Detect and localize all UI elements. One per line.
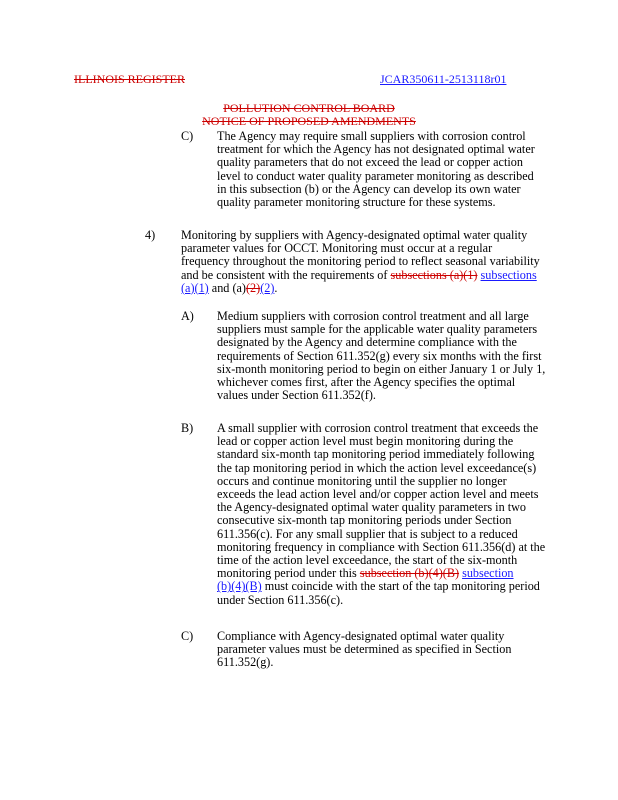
text-line: designated by the Agency and determine compliance with the — [217, 335, 517, 350]
item-b-text — [217, 422, 587, 607]
text-line: treatment for which the Agency has not designated optimal water — [217, 142, 535, 157]
text-line: the Agency-designated optimal water quality parameters in two — [217, 500, 526, 515]
text-line: under Section 611.356(c). — [217, 592, 344, 607]
text-segment: monitoring period under this — [217, 566, 360, 581]
text-line: requirements of Section 611.352(g) every six months with the first — [217, 348, 542, 363]
subsection-4-label: 4) — [145, 228, 156, 242]
inserted-text: (2) — [260, 280, 275, 295]
text-line: exceeds the lead action level and/or copper action level and meets — [217, 487, 539, 502]
text-line: quality parameters that do not exceed the lead or copper action — [217, 155, 523, 170]
item-c2-label: C) — [181, 629, 194, 643]
text-line: time of the action level exceedance, the start of the six-month — [217, 553, 518, 568]
text-line — [181, 282, 581, 295]
text-line: quality parameter monitoring structure for these systems. — [217, 195, 496, 210]
register-header: ILLINOIS REGISTER — [74, 72, 185, 86]
inserted-text: subsections — [480, 267, 537, 282]
jcar-code — [380, 73, 506, 86]
text-line — [217, 580, 587, 593]
deleted-text: subsections (a)(1) — [390, 267, 478, 282]
item-c1-text — [217, 130, 577, 209]
text-segment: and (a) — [208, 280, 246, 295]
text-line: values under Section 611.352(f). — [217, 388, 376, 403]
text-line: level to conduct water quality parameter monitoring as described — [217, 168, 534, 183]
deleted-text: (2) — [245, 280, 261, 295]
text-line: occurs and continue monitoring until the supplier no longer — [217, 473, 507, 488]
inserted-text: subsection — [462, 566, 514, 581]
text-line: Monitoring by suppliers with Agency-designated optimal water quality — [181, 228, 528, 242]
subsection-4-text — [181, 229, 581, 295]
text-segment: and be consistent with the requirements of — [181, 267, 388, 282]
text-line: 611.356(c). For any small supplier that is subject to a reduced — [217, 526, 518, 541]
text-segment: . — [274, 280, 278, 295]
inserted-text: (a)(1) — [181, 280, 209, 295]
notice-title: NOTICE OF PROPOSED AMENDMENTS — [202, 114, 416, 128]
jcar-code-suffix: r01 — [490, 72, 507, 86]
text-line: monitoring frequency in compliance with Section 611.356(d) at the — [217, 539, 546, 554]
text-line: standard six-month tap monitoring period immediately following — [217, 447, 535, 462]
item-c1-label: C) — [181, 129, 194, 143]
text-line: six-month monitoring period to begin on either January 1 or July 1, — [217, 361, 546, 376]
deleted-text: subsection (b)(4)(B) — [359, 566, 460, 581]
inserted-text: (b)(4)(B) — [217, 579, 262, 594]
text-line: in this subsection (b) or the Agency can develop its own water — [217, 181, 521, 196]
text-line: whichever comes first, after the Agency specifies the optimal — [217, 375, 516, 390]
text-line: frequency throughout the monitoring period to reflect seasonal variability — [181, 254, 540, 269]
text-line: Compliance with Agency-designated optimal water quality — [217, 629, 505, 643]
text-line: suppliers must sample for the applicable water quality parameters — [217, 322, 538, 337]
text-line: Medium suppliers with corrosion control treatment and all large — [217, 309, 529, 323]
text-line: 611.352(g). — [217, 655, 274, 670]
text-line: lead or copper action level must begin monitoring during the — [217, 434, 514, 449]
item-b-label: B) — [181, 421, 194, 435]
item-a-text — [217, 310, 587, 402]
text-line: The Agency may require small suppliers with corrosion control — [217, 129, 526, 143]
text-line: A small supplier with corrosion control treatment that exceeds the — [217, 421, 539, 435]
text-line: the tap monitoring period in which the action level exceedance(s) — [217, 460, 537, 475]
item-a-label: A) — [181, 309, 194, 323]
board-title: POLLUTION CONTROL BOARD — [223, 101, 395, 115]
text-line: consecutive six-month tap monitoring periods under Section — [217, 513, 512, 528]
text-segment: must coincide with the start of the tap monitoring period — [261, 579, 540, 594]
text-line: parameter values for OCCT. Monitoring must occur at a regular — [181, 241, 493, 256]
item-c2-text — [217, 630, 577, 670]
text-line: parameter values must be determined as specified in Section — [217, 642, 512, 657]
jcar-code-main: JCAR350611-2513118 — [380, 72, 491, 86]
